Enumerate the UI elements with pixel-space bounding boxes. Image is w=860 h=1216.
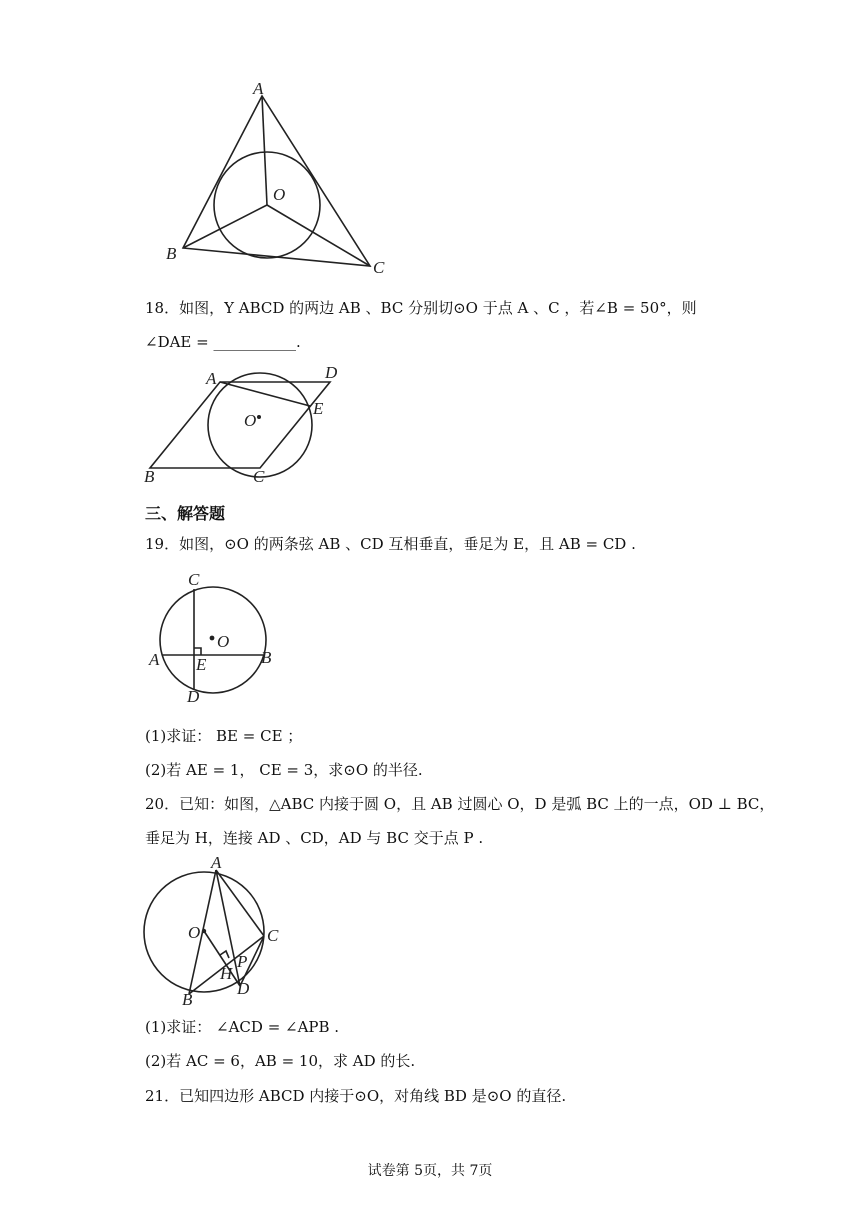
right-angle-mark (194, 648, 201, 655)
label-a: A (211, 853, 222, 872)
label-b: B (261, 648, 272, 667)
label-b: B (144, 467, 155, 486)
q21-stem: 21．已知四边形 ABCD 内接于⊙O，对角线 BD 是⊙O 的直径. (145, 1087, 567, 1105)
label-d: D (187, 687, 200, 706)
label-b: B (182, 990, 193, 1009)
label-a: A (253, 79, 264, 98)
page-footer: 试卷第 5页，共 7页 (367, 1163, 493, 1179)
q20-figure (140, 853, 290, 1009)
q18-answer-line: ∠DAE = ___________. (145, 333, 301, 351)
center-o-dot (210, 636, 215, 641)
q17-figure (160, 75, 400, 280)
segment-ao (262, 96, 267, 205)
label-o: O (217, 632, 230, 651)
label-e: E (313, 399, 324, 418)
label-d: D (237, 979, 250, 998)
section-heading: 三、解答题 (145, 504, 226, 523)
label-c: C (373, 258, 385, 277)
q20-stem-line2: 垂足为 H，连接 AD 、CD，AD 与 BC 交于点 P . (145, 829, 484, 847)
label-a: A (149, 650, 160, 669)
q18-stem: 18．如图，Y ABCD 的两边 AB 、BC 分别切⊙O 于点 A 、C ，若∠B = 50°，则 (145, 299, 697, 317)
label-p: P (237, 952, 248, 971)
segment-bo (183, 205, 267, 248)
label-d: D (325, 363, 338, 382)
segment-ae (220, 382, 310, 406)
label-c: C (253, 467, 265, 486)
q20-stem-line1: 20．已知：如图，△ABC 内接于圆 O，且 AB 过圆心 O，D 是弧 BC 上的一点，OD ⊥ BC， (145, 795, 775, 813)
label-a: A (206, 369, 217, 388)
q20-part2: (2)若 AC = 6，AB = 10，求 AD 的长. (145, 1052, 416, 1070)
q19-part2: (2)若 AE = 1， CE = 3，求⊙O 的半径. (145, 761, 423, 779)
label-e: E (196, 655, 207, 674)
label-b: B (166, 244, 177, 263)
q19-figure (145, 572, 285, 707)
q19-stem: 19．如图，⊙O 的两条弦 AB 、CD 互相垂直，垂足为 E，且 AB = CD . (145, 535, 636, 553)
label-o: O (273, 185, 286, 204)
center-o-dot (257, 415, 261, 419)
label-o: O (188, 923, 201, 942)
q20-part1: (1)求证： ∠ACD = ∠APB . (145, 1018, 340, 1036)
q19-part1: (1)求证： BE = CE ； (145, 727, 303, 745)
label-c: C (188, 570, 200, 589)
label-o: O (244, 411, 257, 430)
circle-o (208, 373, 312, 477)
center-o-dot (202, 929, 206, 933)
triangle-abc (183, 96, 370, 266)
q18-figure (140, 360, 350, 490)
label-c: C (267, 926, 279, 945)
label-h: H (220, 964, 233, 983)
